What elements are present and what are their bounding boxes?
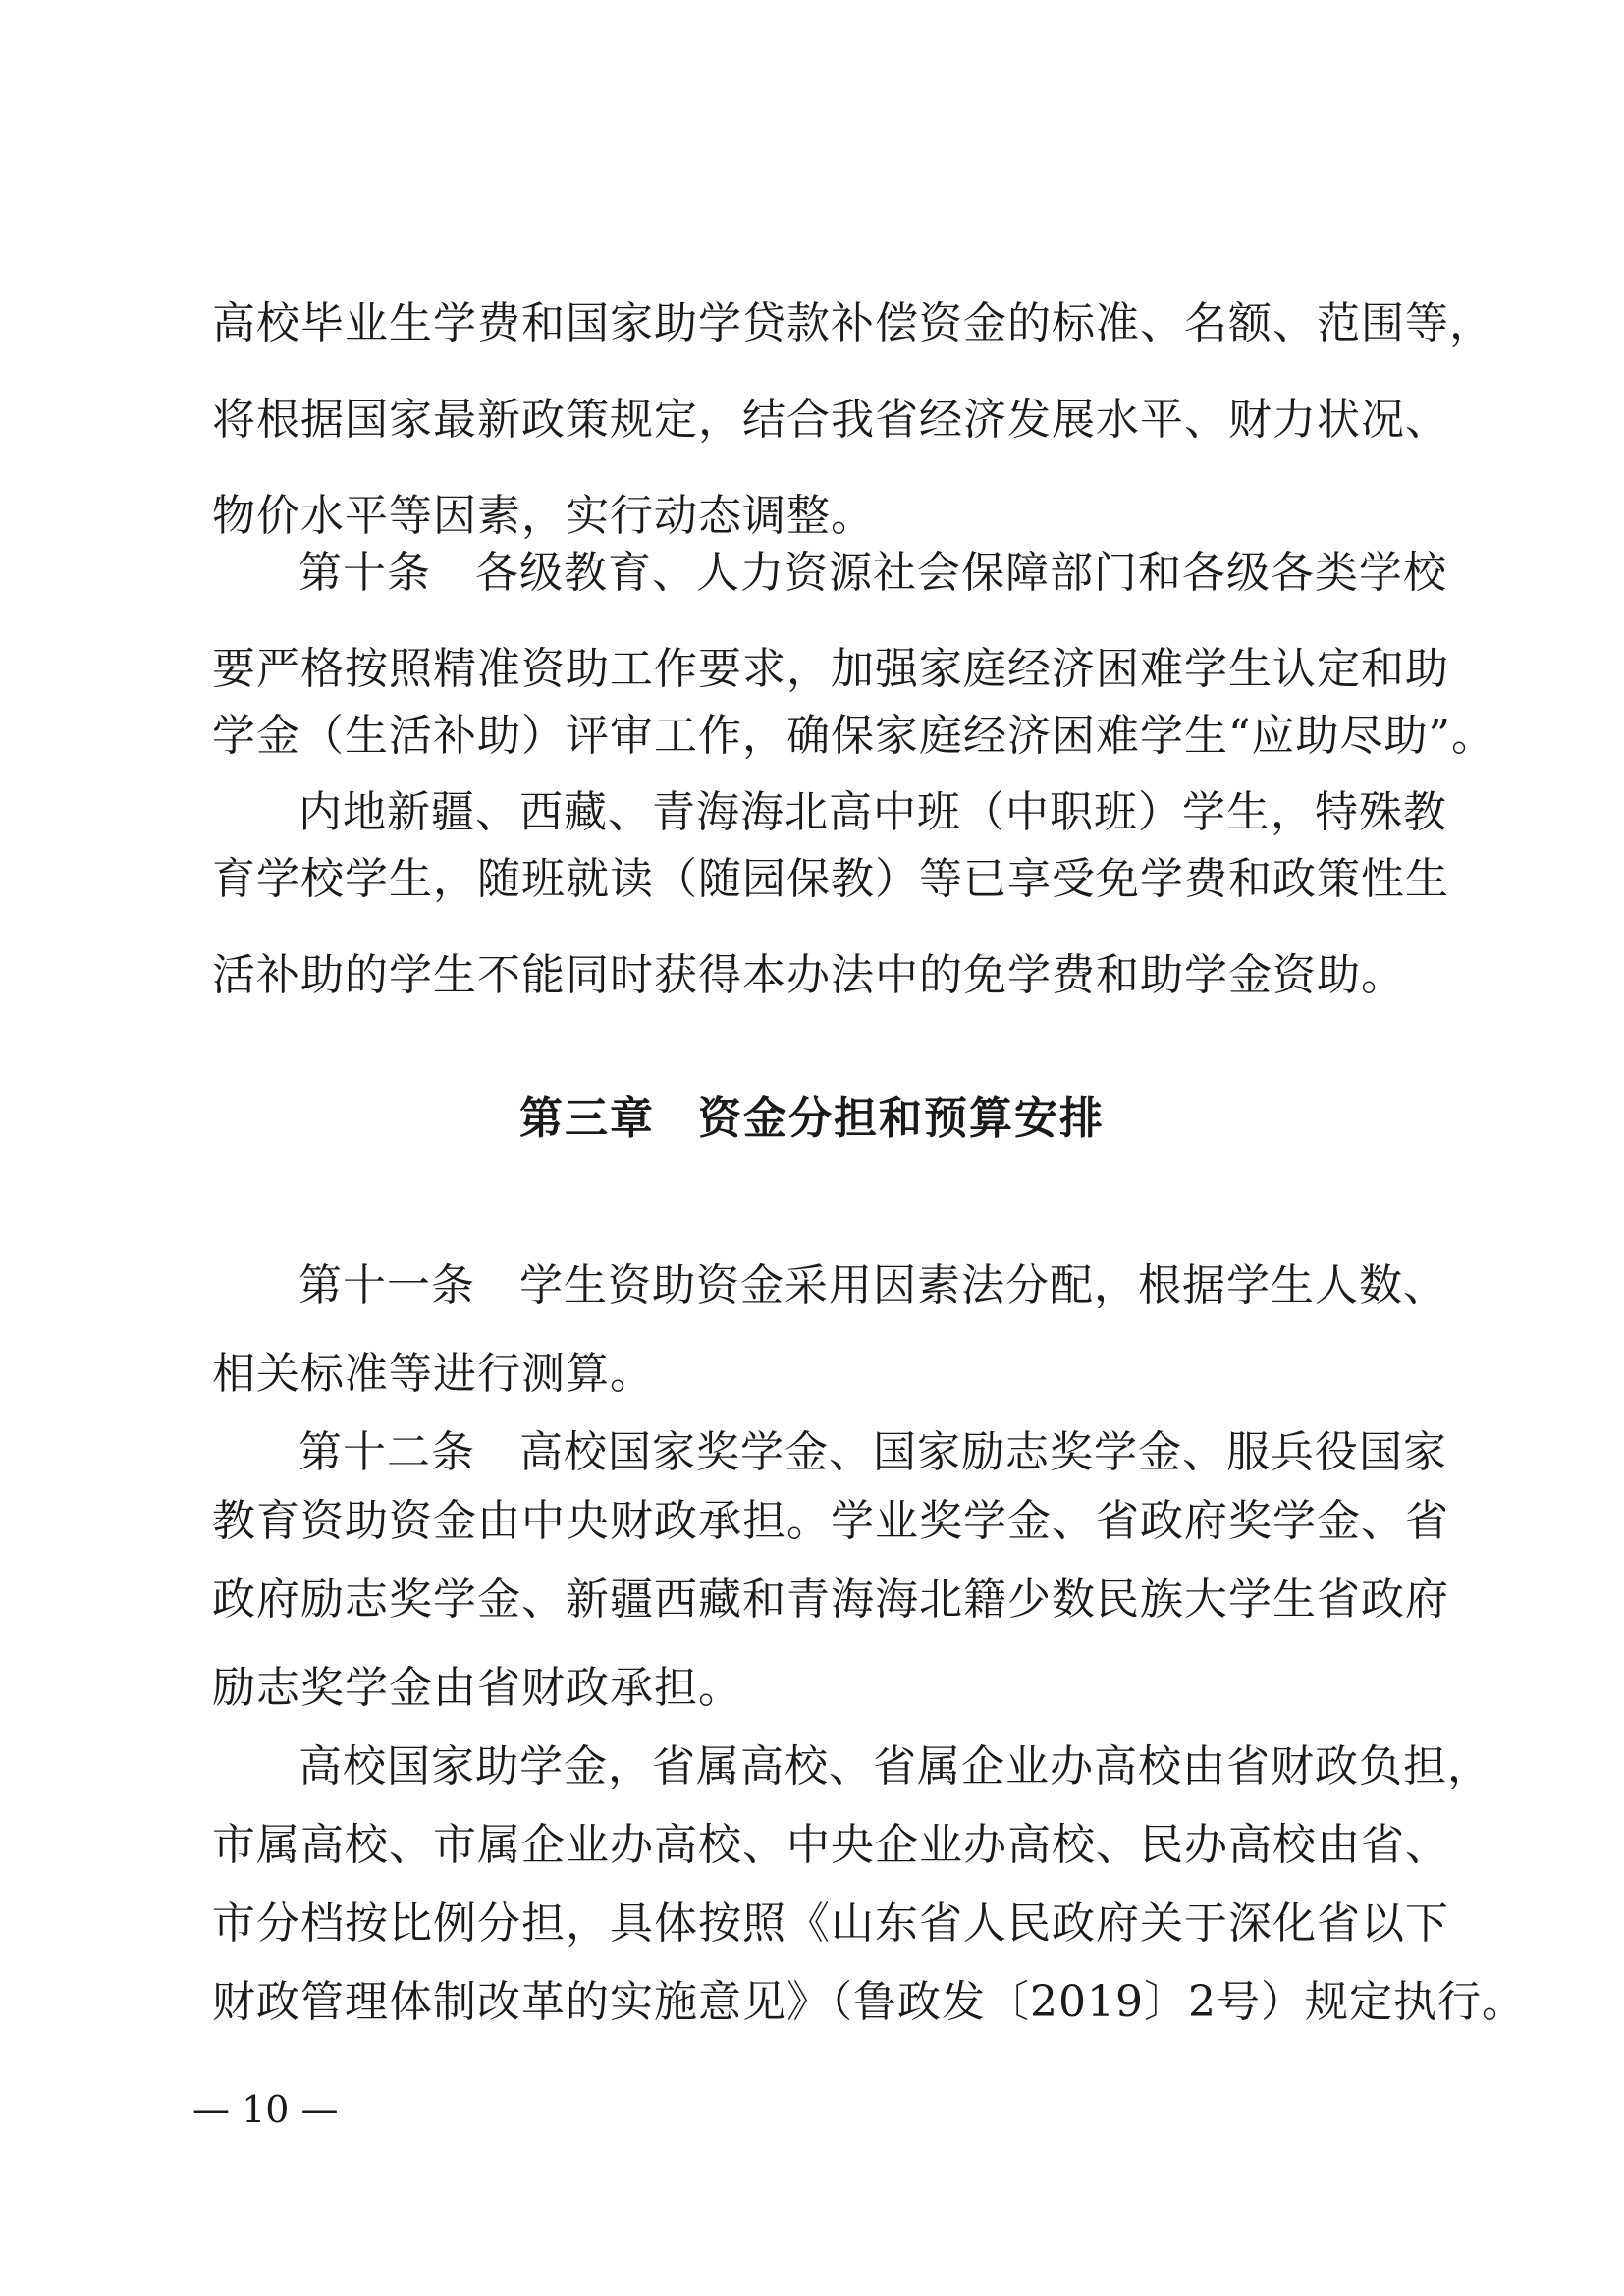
article10-line-3: 学金（生活补助）评审工作，确保家庭经济困难学生“应助尽助”。: [212, 711, 1495, 761]
para-inland-line-1: 内地新疆、西藏、青海海北高中班（中职班）学生，特殊教: [298, 787, 1447, 837]
para1-line-1: 高校毕业生学费和国家助学贷款补偿资金的标准、名额、范围等，: [212, 298, 1493, 348]
para-inland-line-2: 育学校学生，随班就读（随园保教）等已享受免学费和政策性生: [212, 854, 1449, 904]
article11-line-1: 第十一条 学生资助资金采用因素法分配，根据学生人数、: [298, 1260, 1447, 1310]
article12-line-3: 政府励志奖学金、新疆西藏和青海海北籍少数民族大学生省政府: [212, 1575, 1449, 1625]
article12-line-4: 励志奖学金由省财政承担。: [212, 1663, 742, 1713]
chapter-title: 资金分担和预算安排: [698, 1094, 1105, 1144]
para-inland-line-3: 活补助的学生不能同时获得本办法中的免学费和助学金资助。: [212, 950, 1405, 1000]
para-grant-line-1: 高校国家助学金，省属高校、省属企业办高校由省财政负担，: [298, 1741, 1491, 1791]
para1-line-2: 将根据国家最新政策规定，结合我省经济发展水平、财力状况、: [212, 395, 1449, 445]
chapter-number: 第三章: [519, 1094, 655, 1144]
article12-line-1: 第十二条 高校国家奖学金、国家励志奖学金、服兵役国家: [298, 1427, 1447, 1477]
para-grant-line-2: 市属高校、市属企业办高校、中央企业办高校、民办高校由省、: [212, 1820, 1449, 1870]
para-grant-line-3: 市分档按比例分担，具体按照《山东省人民政府关于深化省以下: [212, 1898, 1449, 1949]
para-grant-line-4: 财政管理体制改革的实施意见》（鲁政发〔2019〕2号）规定执行。: [212, 1977, 1526, 2027]
article11-line-2: 相关标准等进行测算。: [212, 1349, 654, 1399]
para1-line-3: 物价水平等因素，实行动态调整。: [212, 491, 875, 541]
article10-line-1: 第十条 各级教育、人力资源社会保障部门和各级各类学校: [298, 548, 1447, 598]
article10-line-2: 要严格按照精准资助工作要求，加强家庭经济困难学生认定和助: [212, 644, 1449, 694]
page-number: — 10 —: [192, 2088, 339, 2131]
chapter-heading: [0, 1090, 1624, 1148]
article12-line-2: 教育资助资金由中央财政承担。学业奖学金、省政府奖学金、省: [212, 1496, 1449, 1546]
